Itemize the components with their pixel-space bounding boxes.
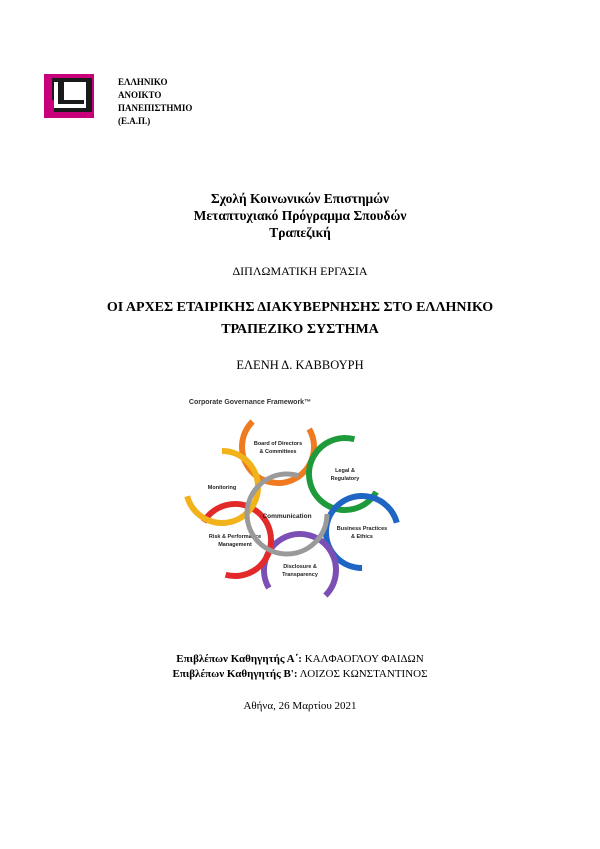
school-heading	[0, 190, 600, 241]
university-logo	[44, 74, 94, 118]
node-label: Regulatory	[330, 476, 360, 482]
supervisor-a	[0, 652, 600, 667]
author-name: ΕΛΕΝΗ Δ. ΚΑΒΒΟΥΡΗ	[236, 358, 364, 372]
supervisor-b-label: Επιβλέπων Καθηγητής Β':	[172, 668, 298, 680]
supervisor-b	[0, 667, 600, 682]
governance-framework-figure	[150, 392, 450, 612]
supervisor-a-label: Επιβλέπων Καθηγητής Α΄:	[176, 653, 302, 665]
program-name: Μεταπτυχιακό Πρόγραμμα Σπουδών	[193, 208, 407, 223]
supervisor-a-name: ΚΑΛΦΑΟΓΛΟΥ ΦΑΙΔΩΝ	[301, 653, 424, 665]
school-name: Σχολή Κοινωνικών Επιστημών	[210, 191, 390, 206]
node-label: Monitoring	[207, 485, 237, 491]
supervisor-b-name: ΛΟΙΖΟΣ ΚΩΝΣΤΑΝΤΙΝΟΣ	[297, 668, 428, 680]
university-line: ΕΛΛΗΝΙΚΟ	[118, 77, 168, 87]
university-line: ΠΑΝΕΠΙΣΤΗΜΙΟ	[118, 103, 193, 113]
node-label: Disclosure &	[283, 564, 317, 570]
university-line: ΑΝΟΙΚΤΟ	[118, 90, 162, 100]
center-label: Communication	[262, 513, 312, 520]
title-line: ΟΙ ΑΡΧΕΣ ΕΤΑΙΡΙΚΗΣ ΔΙΑΚΥΒΕΡΝΗΣΗΣ ΣΤΟ ΕΛΛΗΝΙΚΟ	[106, 300, 494, 315]
figure-title: Corporate Governance Framework™	[188, 399, 312, 406]
thesis-title	[0, 297, 600, 341]
node-label: & Committees	[259, 449, 297, 455]
university-line: (Ε.Α.Π.)	[118, 116, 151, 126]
node-label: Business Practices	[336, 526, 388, 532]
thesis-type: ΔΙΠΛΩΜΑΤΙΚΗ ΕΡΓΑΣΙΑ	[232, 264, 368, 278]
specialization: Τραπεζική	[269, 225, 331, 240]
node-label: Board of Directors	[253, 441, 303, 447]
ring-4	[186, 491, 284, 589]
node-label: Legal &	[335, 468, 355, 474]
node-label: & Ethics	[350, 534, 374, 540]
date-line: Αθήνα, 26 Μαρτίου 2021	[243, 700, 357, 712]
supervisors	[0, 652, 600, 682]
title-line: ΤΡΑΠΕΖΙΚΟ ΣΥΣΤΗΜΑ	[221, 322, 379, 337]
node-label: Management	[218, 542, 252, 548]
node-label: Risk & Performance	[208, 534, 262, 540]
node-label: Transparency	[282, 572, 318, 578]
university-name	[118, 76, 192, 128]
